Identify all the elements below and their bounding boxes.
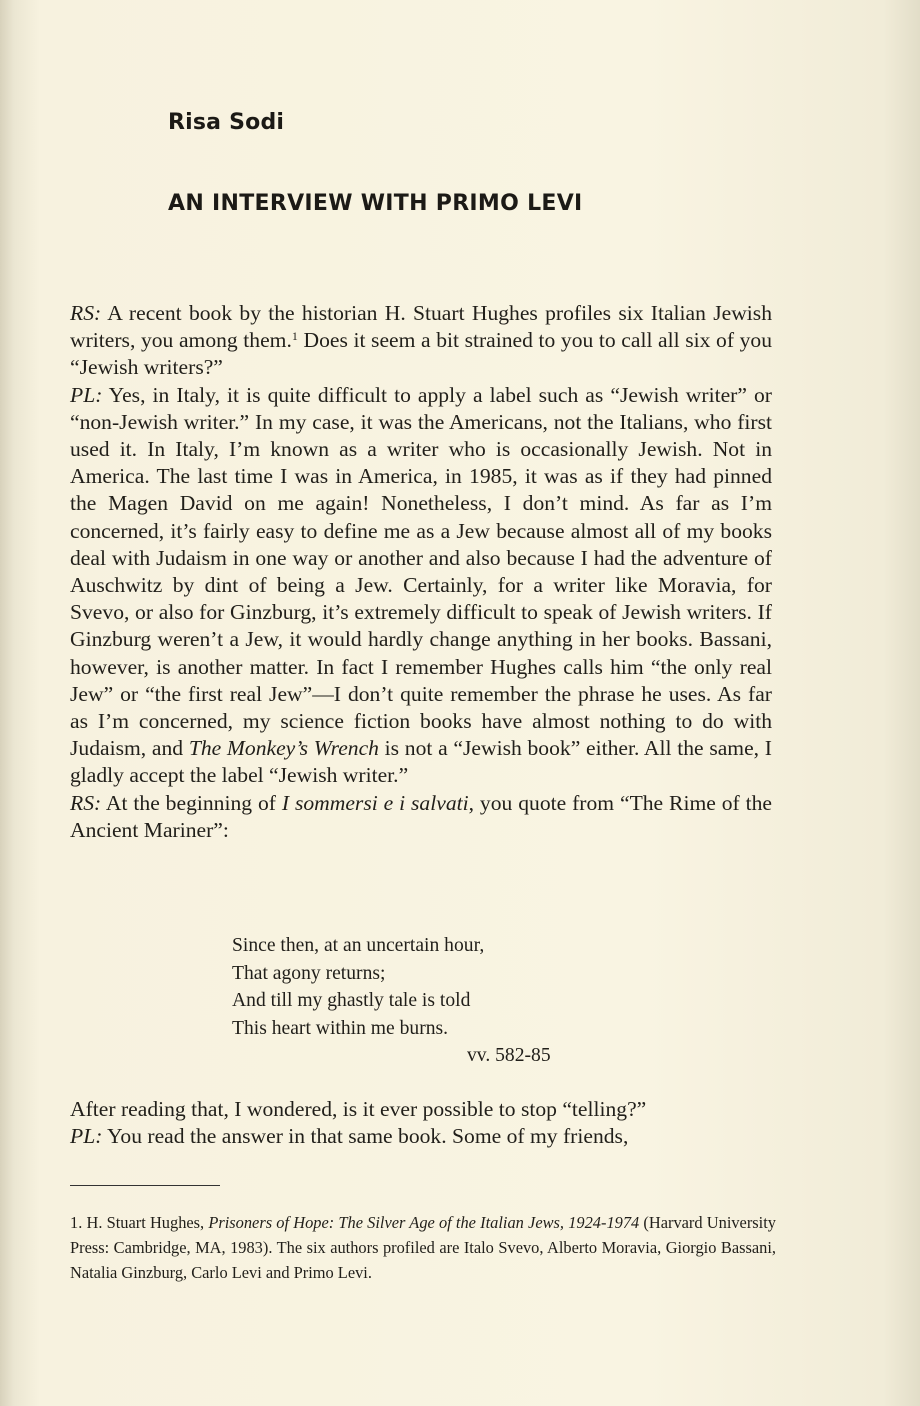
footnote-divider [70,1185,220,1186]
speaker-label: PL: [70,382,103,407]
speaker-label: RS: [70,790,102,815]
text-segment: is not a “Jewish book” either. All the same, I gladly accept the label “Jewish writer.” [70,736,772,788]
text-segment: Yes, in Italy, it is quite difficult to apply a label such as “Jewish writer” or “non-Jewish writer.” In my case, it was the Americans, not the Italians, who first used it. In Italy, I’m known as a writer who is occasionally Jewish. Not in America. The last time I was in America, in 1985, it was as if they had pinned the Magen David on me again! Nonetheless, I don’t mind. As far as I’m concerned, it’s fairly easy to define me as a Jew because almost all of my books deal with Judaism in one way or another and also because I had the adventure of Auschwitz by dint of being a Jew. Certainly, for a writer like Moravia, for Svevo, or also for Ginzburg, it’s extremely difficult to speak of Jewish writers. If Ginzburg weren’t a Jew, it would hardly change anything in her books. Bassani, however, is another matter. In fact I remember Hughes calls him “the only real Jew” or “the first real Jew”—I don’t quite remember the phrase he uses. As far as I’m concerned, my science fiction books have almost nothing to do with Judaism, and [70,382,772,761]
speaker-label: PL: [70,1124,103,1149]
text-segment: , you quote from “The Rime of the Ancient Mariner”: [70,790,773,842]
verse-line: Since then, at an uncertain hour, [232,935,485,956]
text-segment: Does it seem a bit strained to you to call all six of you “Jewish writers?” [70,328,773,380]
interview-body [70,300,772,844]
footnote-marker: 1 [291,329,298,344]
verse-line: And till my ghastly tale is told [232,990,471,1011]
paragraph-rs-3: After reading that, I wondered, is it ever possible to stop “telling?” [70,1097,647,1121]
book-title-italic: The Monkey’s Wrench [188,736,379,761]
verse-line: This heart within me burns. [232,1017,449,1039]
text-segment: A recent book by the historian H. Stuart Hughes profiles six Italian Jewish writers, you among them. [70,301,772,353]
footnote-1 [70,1211,776,1285]
text-segment: 1. H. Stuart Hughes, [70,1213,209,1232]
author-name: Risa Sodi [168,110,285,135]
book-title-italic: I sommersi e i salvati [281,790,469,815]
text-segment: (Harvard University Press: Cambridge, MA, 1983). The six authors profiled are Italo Svevo, Alberto Moravia, Giorgio Bassani, Natalia Ginzburg, Carlo Levi and Primo Levi. [70,1213,776,1282]
paragraph-rs-2 [70,790,772,844]
text-segment: You read the answer in that same book. Some of my friends, [102,1124,629,1149]
verse-quote [232,932,551,1070]
article-title: AN INTERVIEW WITH PRIMO LEVI [168,191,583,216]
text-segment: At the beginning of [101,790,282,815]
verse-citation: vv. 582-85 [467,1045,551,1066]
paragraph-pl-2 [70,1123,772,1150]
verse-line: That agony returns; [232,962,386,984]
paragraph-pl-1 [70,382,772,790]
book-title-italic: Prisoners of Hope: The Silver Age of the Italian Jews, 1924-1974 [208,1213,640,1232]
interview-continued [70,1096,772,1150]
speaker-label: RS: [70,301,102,325]
paragraph-rs-1 [70,300,772,382]
footnote [70,1211,776,1285]
